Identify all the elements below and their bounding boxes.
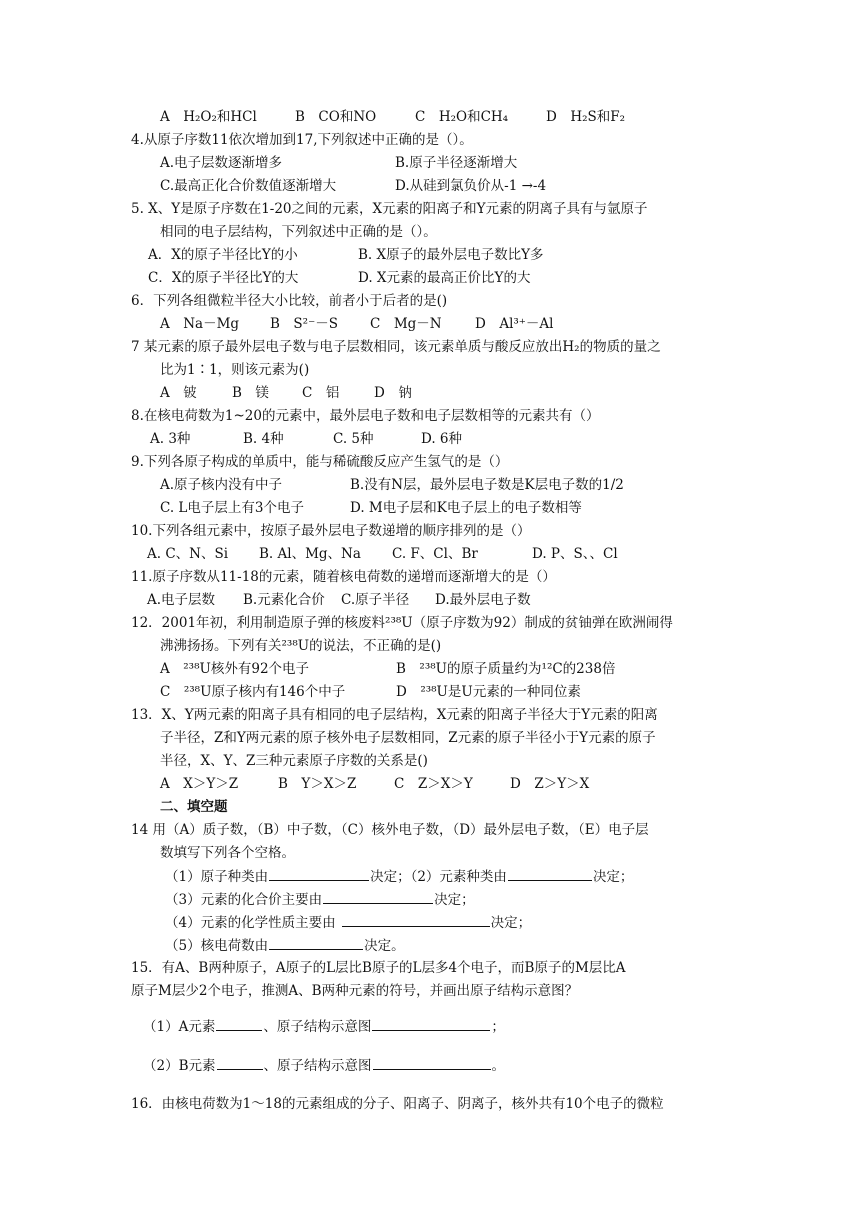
- option-a: A.电子层数: [147, 592, 216, 608]
- option-c: C Mg－N: [370, 316, 442, 332]
- q14-p5-end: 决定。: [364, 938, 405, 954]
- option-d: D Z＞Y＞X: [510, 776, 590, 792]
- option-a: A ²³⁸U核外有92个电子: [160, 661, 310, 677]
- q15-a-end: ；: [491, 1019, 505, 1035]
- q12-stem-line1: 12．2001年初，利用制造原子弹的核废料²³⁸U（原子序数为92）制成的贫铀弹在欧洲闹得: [131, 615, 673, 631]
- q13-stem-line3: 半径，X、Y、Z三种元素原子序数的关系是(): [160, 753, 428, 769]
- q15-blank-b-symbol[interactable]: [217, 1057, 263, 1070]
- q5-stem-line2: 相同的电子层结构，下列叙述中正确的是（）。: [160, 224, 437, 240]
- option-a: A. 3种: [150, 431, 191, 447]
- q14-part3: [165, 891, 475, 907]
- option-b: B.原子半径逐渐增大: [395, 155, 518, 171]
- q6-stem: 6．下列各组微粒半径大小比较，前者小于后者的是(): [131, 293, 448, 309]
- option-a: A.原子核内没有中子: [160, 477, 283, 493]
- q7-stem-line2: 比为1∶1，则该元素为(): [160, 362, 310, 378]
- option-a: A H₂O₂和HCl: [160, 109, 257, 125]
- q4-options-row1: [160, 155, 517, 171]
- q5-options-row2: [148, 270, 530, 286]
- q14-p4-end: 决定；: [490, 915, 532, 931]
- q14-p3-label: （3）元素的化合价主要由: [165, 892, 323, 908]
- q4-options-row2: [160, 178, 546, 194]
- q15-b-diagram-label: 、原子结构示意图: [263, 1058, 372, 1074]
- q6-options: [160, 316, 554, 332]
- option-c: C 铝: [302, 385, 340, 401]
- q14-blank-3[interactable]: [323, 891, 433, 904]
- option-d: D.从硅到氯负价从-1 →-4: [395, 178, 547, 194]
- q12-options-row1: [160, 661, 615, 677]
- option-b: B ²³⁸U的原子质量约为¹²C的238倍: [396, 661, 616, 677]
- q8-options: [150, 431, 462, 447]
- option-b: B S²⁻－S: [270, 316, 338, 332]
- option-d: D.最外层电子数: [435, 592, 531, 608]
- option-d: D. 6种: [421, 431, 463, 447]
- option-b: B 镁: [232, 385, 269, 401]
- q15-part-b: [143, 1057, 505, 1073]
- q9-options-row2: [160, 500, 582, 516]
- option-d: D ²³⁸U是U元素的一种同位素: [396, 684, 581, 700]
- q15-stem-line1: 15．有A、B两种原子，A原子的L层比B原子的L层多4个电子，而B原子的M层比A: [131, 960, 626, 976]
- q16-stem: 16．由核电荷数为1～18的元素组成的分子、阳离子、阴离子，核外共有10个电子的微粒: [131, 1096, 664, 1112]
- option-c: C Z＞X＞Y: [394, 776, 473, 792]
- option-d: D H₂S和F₂: [546, 109, 626, 125]
- q8-stem: 8.在核电荷数为1~20的元素中，最外层电子数和电子层数相等的元素共有（）: [131, 408, 600, 424]
- option-b: B. 4种: [243, 431, 284, 447]
- option-c: C．X的原子半径比Y的大: [148, 270, 299, 286]
- q11-stem: 11.原子序数从11-18的元素，随着核电荷数的递增而逐渐增大的是（）: [131, 569, 556, 585]
- section-title-fill-in: 二、填空题: [160, 799, 228, 815]
- q14-part4: [165, 914, 531, 930]
- q14-stem-line2: 数填写下列各个空格。: [160, 845, 295, 861]
- q14-part5: [165, 937, 405, 953]
- q9-options-row1: [160, 477, 624, 493]
- option-d: D. M电子层和K电子层上的电子数相等: [350, 500, 582, 516]
- option-a: A Na－Mg: [160, 316, 240, 332]
- option-c: C. F、Cl、Br: [392, 546, 478, 562]
- q10-stem: 10.下列各组元素中，按原子最外层电子数递增的顺序排列的是（）: [131, 523, 531, 539]
- q13-stem-line1: 13．X、Y两元素的阳离子具有相同的电子层结构，X元素的阳离子半径大于Y元素的阳离: [131, 707, 658, 723]
- option-c: C. L电子层上有3个电子: [160, 500, 304, 516]
- option-a: A 铍: [160, 385, 197, 401]
- q5-options-row1: [148, 247, 544, 263]
- q9-stem: 9.下列各原子构成的单质中，能与稀硫酸反应产生氢气的是（）: [131, 454, 509, 470]
- q14-p2-end: 决定；: [592, 869, 634, 885]
- q7-options: [160, 385, 412, 401]
- q13-stem-line2: 子半径，Z和Y两元素的原子核外电子层数相同，Z元素的原子半径小于Y元素的原子: [160, 730, 656, 746]
- q15-blank-a-diagram[interactable]: [372, 1018, 490, 1031]
- option-a: A X＞Y＞Z: [160, 776, 239, 792]
- q14-blank-5[interactable]: [269, 937, 363, 950]
- q15-blank-b-diagram[interactable]: [373, 1057, 491, 1070]
- q14-blank-1[interactable]: [269, 868, 369, 881]
- option-a: A.电子层数逐渐增多: [160, 155, 283, 171]
- option-b: B. Al、Mg、Na: [259, 546, 361, 562]
- option-c: C.原子半径: [341, 592, 410, 608]
- q15-stem-line2: 原子M层少2个电子，推测A、B两种元素的符号，并画出原子结构示意图？: [131, 983, 579, 999]
- q14-p3-end: 决定；: [434, 892, 475, 908]
- option-c: C. 5种: [333, 431, 374, 447]
- q7-stem-line1: 7 某元素的原子最外层电子数与电子层数相同，该元素单质与酸反应放出H₂的物质的量之: [131, 339, 661, 355]
- option-b: B Y＞X＞Z: [278, 776, 357, 792]
- option-b: B CO和NO: [295, 109, 377, 125]
- option-d: D Al³⁺－Al: [475, 316, 554, 332]
- option-a: A．X的原子半径比Y的小: [148, 247, 298, 263]
- q14-p4-label: （4）元素的化学性质主要由: [165, 915, 336, 931]
- q15-part-a: [143, 1018, 505, 1034]
- option-d: D. P、S、、Cl: [532, 546, 618, 562]
- q15-b-label: （2）B元素: [143, 1058, 216, 1074]
- q14-blank-2[interactable]: [508, 868, 592, 881]
- option-b: B.没有N层，最外层电子数是K层电子数的1/2: [350, 477, 624, 493]
- q13-options: [160, 776, 589, 792]
- option-d: D. X元素的最高正价比Y的大: [358, 270, 531, 286]
- option-b: B. X原子的最外层电子数比Y多: [358, 247, 544, 263]
- q15-b-end: 。: [491, 1058, 506, 1074]
- q3-options: [160, 109, 625, 125]
- q14-p1-label: （1）原子种类由: [165, 869, 269, 885]
- q4-stem: 4.从原子序数11依次增加到17,下列叙述中正确的是（）。: [131, 132, 473, 148]
- option-d: D 钠: [374, 385, 412, 401]
- q15-a-label: （1）A元素: [143, 1019, 216, 1035]
- q11-options: [147, 592, 531, 608]
- q14-p5-label: （5）核电荷数由: [165, 938, 269, 954]
- q12-stem-line2: 沸沸扬扬。下列有关²³⁸U的说法，不正确的是(): [160, 638, 442, 654]
- q14-p2-label: 决定；（2）元素种类由: [370, 869, 507, 885]
- option-c: C H₂O和CH₄: [415, 109, 509, 125]
- option-c: C ²³⁸U原子核内有146个中子: [160, 684, 346, 700]
- option-c: C.最高正化合价数值逐渐增大: [160, 178, 337, 194]
- q14-stem-line1: 14 用（A）质子数，（B）中子数，（C）核外电子数，（D）最外层电子数，（E）电子层: [131, 822, 649, 838]
- option-b: B.元素化合价: [243, 592, 325, 608]
- q15-blank-a-symbol[interactable]: [216, 1018, 262, 1031]
- q10-options: [147, 546, 618, 562]
- q14-part1: [165, 868, 633, 884]
- q12-options-row2: [160, 684, 581, 700]
- q15-a-diagram-label: 、原子结构示意图: [263, 1019, 372, 1035]
- q14-blank-4[interactable]: [342, 914, 490, 927]
- option-a: A. C、N、Si: [147, 546, 229, 562]
- q5-stem-line1: 5. X、Y是原子序数在1-20之间的元素，X元素的阳离子和Y元素的阴离子具有与氩原子: [131, 201, 648, 217]
